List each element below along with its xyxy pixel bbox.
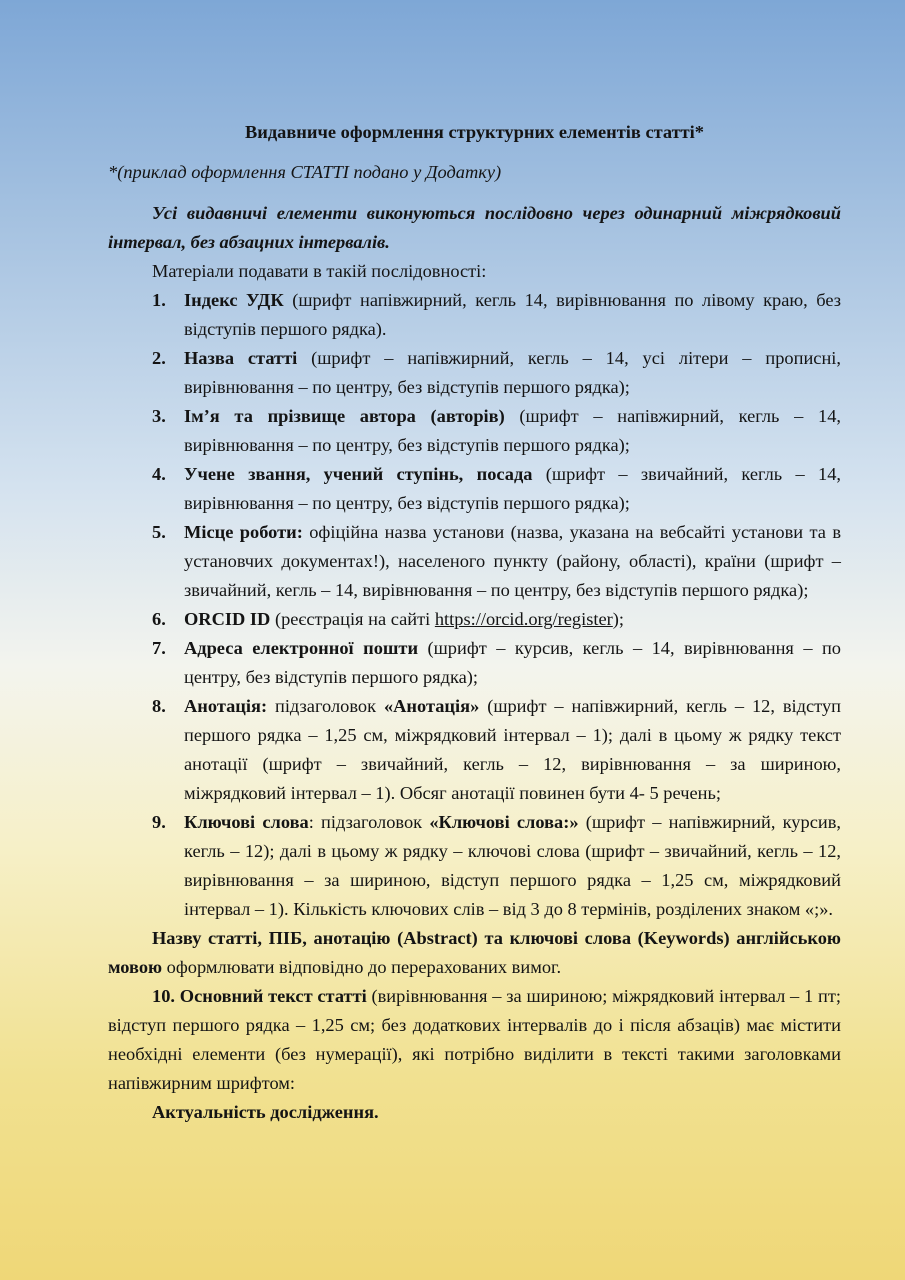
relevance-heading bbox=[108, 1098, 841, 1127]
list-item bbox=[108, 634, 841, 692]
main-text-body: (вирівнювання – за шириною; міжрядковий інтервал – 1 пт; відступ першого рядка – 1,25 см; без додаткових інтервалів до і після абзаців) має містити необхідні елементи (без нумерації), які потрібно виділити в тексті такими заголовками напівжирним шрифтом: bbox=[108, 986, 841, 1093]
orcid-register-link[interactable]: https://orcid.org/register bbox=[434, 609, 613, 629]
intro-emphasis: Усі видавничі елементи виконуються послідовно через одинарний міжрядковий інтервал, без абзацних інтервалів. bbox=[108, 203, 841, 252]
list-item bbox=[108, 518, 841, 605]
english-emphasis: Назву статті, ПІБ, анотацію (Abstract) та ключові слова (Keywords) англійською мовою bbox=[108, 928, 841, 977]
item-number: 8. bbox=[152, 696, 166, 716]
item-heading: Назва статті bbox=[184, 348, 298, 368]
item-text: ); bbox=[612, 609, 625, 629]
item-heading: ORCID ID bbox=[184, 609, 271, 629]
item-text: (шрифт – напівжирний, кегль – 14, вирівнювання – по центру, без відступів першого рядка); bbox=[184, 406, 841, 455]
main-text-paragraph bbox=[108, 982, 841, 1098]
item-text: (шрифт – курсив, кегль – 14, вирівнювання – по центру, без відступів першого рядка); bbox=[184, 638, 842, 687]
item-number: 9. bbox=[152, 812, 166, 832]
list-item bbox=[108, 605, 841, 634]
item-text: (шрифт – напівжирний, кегль – 14, усі літери – прописні, вирівнювання – по центру, без відступів першого рядка); bbox=[184, 348, 841, 397]
item-heading: Анотація: bbox=[184, 696, 268, 716]
item-number: 7. bbox=[152, 638, 166, 658]
document-title: Видавниче оформлення структурних елементів статті* bbox=[245, 122, 704, 142]
list-item bbox=[108, 692, 841, 808]
item-number: 5. bbox=[152, 522, 166, 542]
list-item bbox=[108, 344, 841, 402]
document-page bbox=[108, 118, 841, 1127]
english-paragraph bbox=[108, 924, 841, 982]
item-number: 4. bbox=[152, 464, 166, 484]
item-number: 3. bbox=[152, 406, 166, 426]
relevance-label: Актуальність дослідження. bbox=[152, 1102, 379, 1122]
item-heading: Ім’я та прізвище автора (авторів) bbox=[184, 406, 505, 426]
item-text: офіційна назва установи (назва, указана на вебсайті установи та в установчих документах!), населеного пункту (району, області), країни (шрифт – звичайний, кегль – 14, вирівнювання – по центру, без відступів першого рядка); bbox=[184, 522, 842, 600]
item-text: (реєстрація на сайті bbox=[270, 609, 435, 629]
list-item bbox=[108, 460, 841, 518]
intro-paragraph bbox=[108, 199, 841, 257]
item-text: (шрифт – звичайний, кегль – 14, вирівнювання – по центру, без відступів першого рядка); bbox=[184, 464, 841, 513]
requirements-list bbox=[108, 286, 841, 924]
item-heading: Місце роботи: bbox=[184, 522, 303, 542]
item-heading: Адреса електронної пошти bbox=[184, 638, 419, 658]
english-text: оформлювати відповідно до перерахованих вимог. bbox=[162, 957, 562, 977]
example-note: *(приклад оформлення СТАТТІ подано у Додатку) bbox=[108, 162, 502, 182]
item-heading: Ключові слова bbox=[184, 812, 309, 832]
item-subheading: «Ключові слова:» bbox=[429, 812, 579, 832]
item-text: (шрифт – напівжирний, кегль – 12, відступ першого рядка – 1,25 см, міжрядковий інтервал – 1); далі в цьому ж рядку текст анотації (шрифт – звичайний, кегль – 12, вирівнювання – за шириною, міжрядковий інтервал – 1). Обсяг анотації повинен бути 4- 5 речень; bbox=[184, 696, 841, 803]
item-text: (шрифт напівжирний, кегль 14, вирівнювання по лівому краю, без відступів першого рядка). bbox=[184, 290, 841, 339]
item-number: 1. bbox=[152, 290, 166, 310]
item-text: (шрифт – напівжирний, курсив, кегль – 12); далі в цьому ж рядку – ключові слова (шрифт – звичайний, кегль – 12, вирівнювання – за шириною, відступ першого рядка – 1,25 см, міжрядковий інтервал – 1). Кількість ключових слів – від 3 до 8 термінів, розділених знаком «;». bbox=[184, 812, 841, 919]
item-text: : підзаголовок bbox=[308, 812, 430, 832]
list-item bbox=[108, 808, 841, 924]
item-text: підзаголовок bbox=[267, 696, 384, 716]
list-item bbox=[108, 402, 841, 460]
item-subheading: «Анотація» bbox=[383, 696, 480, 716]
item-heading: Індекс УДК bbox=[184, 290, 284, 310]
main-text-heading: 10. Основний текст статті bbox=[152, 986, 367, 1006]
list-item bbox=[108, 286, 841, 344]
item-number: 6. bbox=[152, 609, 166, 629]
intro-lead: Матеріали подавати в такій послідовності: bbox=[152, 261, 487, 281]
item-heading: Учене звання, учений ступінь, посада bbox=[184, 464, 533, 484]
item-number: 2. bbox=[152, 348, 166, 368]
